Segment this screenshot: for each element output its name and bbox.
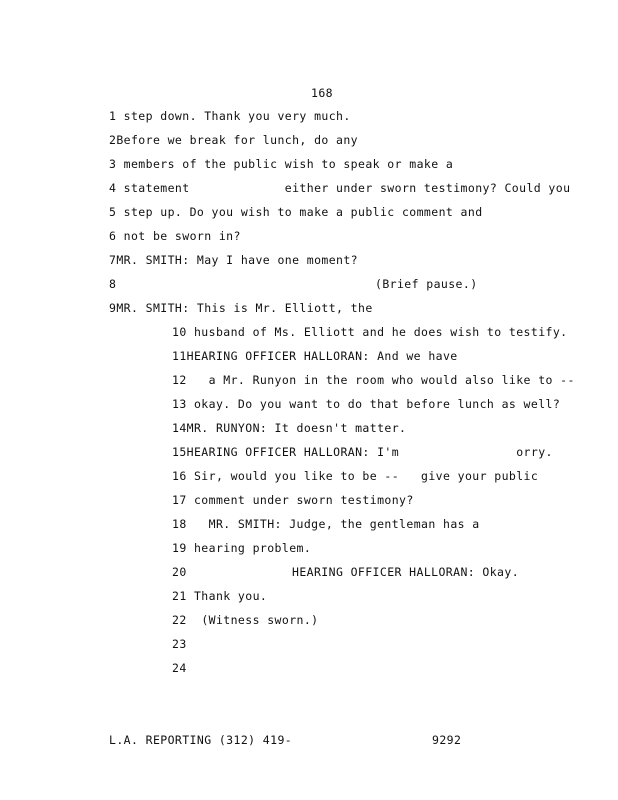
line-number: 18 — [172, 517, 187, 531]
line-text: Thank you. — [193, 589, 268, 603]
line-text: comment under sworn testimony? — [193, 493, 414, 507]
line-text: (Witness sworn.) — [201, 613, 319, 627]
transcript-line — [109, 157, 453, 171]
transcript-line — [109, 205, 483, 219]
transcript-line — [172, 589, 267, 603]
line-number: 6 — [109, 229, 117, 243]
transcript-line — [172, 421, 406, 435]
line-text: Before we break for lunch, do any — [116, 133, 359, 147]
line-number: 10 — [172, 325, 187, 339]
line-text: husband of Ms. Elliott and he does wish to testify. — [193, 325, 568, 339]
line-text: step up. Do you wish to make a public comment and — [123, 205, 483, 219]
transcript-line — [109, 301, 373, 315]
transcript-line — [172, 493, 414, 507]
transcript-line — [172, 517, 480, 531]
line-number: 21 — [172, 589, 187, 603]
line-number: 7 — [109, 253, 117, 267]
line-number: 2 — [109, 133, 117, 147]
footer-phone-suffix: 9292 — [432, 733, 462, 747]
line-text: MR. SMITH: Judge, the gentleman has a — [208, 517, 480, 531]
line-number: 17 — [172, 493, 187, 507]
transcript-line — [172, 469, 538, 483]
transcript-line — [109, 229, 241, 243]
line-number: 12 — [172, 373, 187, 387]
transcript-line — [109, 253, 358, 267]
line-text: MR. RUNYON: It doesn't matter. — [186, 421, 407, 435]
line-number: 19 — [172, 541, 187, 555]
line-number: 14 — [172, 421, 187, 435]
line-text: MR. SMITH: This is Mr. Elliott, the — [116, 301, 373, 315]
line-text: okay. Do you want to do that before lunch as well? — [193, 397, 561, 411]
line-number: 11 — [172, 349, 187, 363]
transcript-line — [172, 349, 458, 363]
line-text: a Mr. Runyon in the room who would also like to -- — [208, 373, 575, 387]
line-number: 23 — [172, 637, 187, 651]
line-number: 8 — [109, 277, 117, 291]
line-number: 24 — [172, 661, 187, 675]
line-number: 13 — [172, 397, 187, 411]
line-number: 1 — [109, 109, 117, 123]
transcript-line — [172, 373, 575, 387]
transcript-line — [172, 637, 187, 651]
transcript-line — [109, 133, 358, 147]
line-number: 4 — [109, 181, 117, 195]
line-text: (Brief pause.) — [375, 277, 478, 291]
transcript-line — [172, 445, 553, 459]
line-text: MR. SMITH: May I have one moment? — [116, 253, 359, 267]
transcript-line — [172, 613, 319, 627]
line-text: HEARING OFFICER HALLORAN: I'm orry. — [186, 445, 553, 459]
transcript-line — [109, 181, 570, 195]
line-text: step down. Thank you very much. — [123, 109, 351, 123]
page-number: 168 — [311, 86, 333, 100]
transcript-line — [172, 541, 311, 555]
line-number: 9 — [109, 301, 117, 315]
line-number: 5 — [109, 205, 117, 219]
line-text: not be sworn in? — [123, 229, 241, 243]
transcript-line — [172, 325, 568, 339]
line-text: members of the public wish to speak or make a — [123, 157, 454, 171]
line-text: statement either under sworn testimony? Could you — [123, 181, 571, 195]
line-text: HEARING OFFICER HALLORAN: And we have — [186, 349, 458, 363]
footer-reporter: L.A. REPORTING (312) 419- — [109, 733, 293, 747]
transcript-line — [172, 397, 560, 411]
line-number: 22 — [172, 613, 187, 627]
line-text: HEARING OFFICER HALLORAN: Okay. — [292, 565, 520, 579]
line-text: hearing problem. — [193, 541, 312, 555]
line-number: 20 — [172, 565, 187, 579]
transcript-line — [172, 661, 187, 675]
line-text: Sir, would you like to be -- give your public — [193, 469, 539, 483]
line-number: 15 — [172, 445, 187, 459]
transcript-line — [109, 109, 351, 123]
line-number: 16 — [172, 469, 187, 483]
line-number: 3 — [109, 157, 117, 171]
